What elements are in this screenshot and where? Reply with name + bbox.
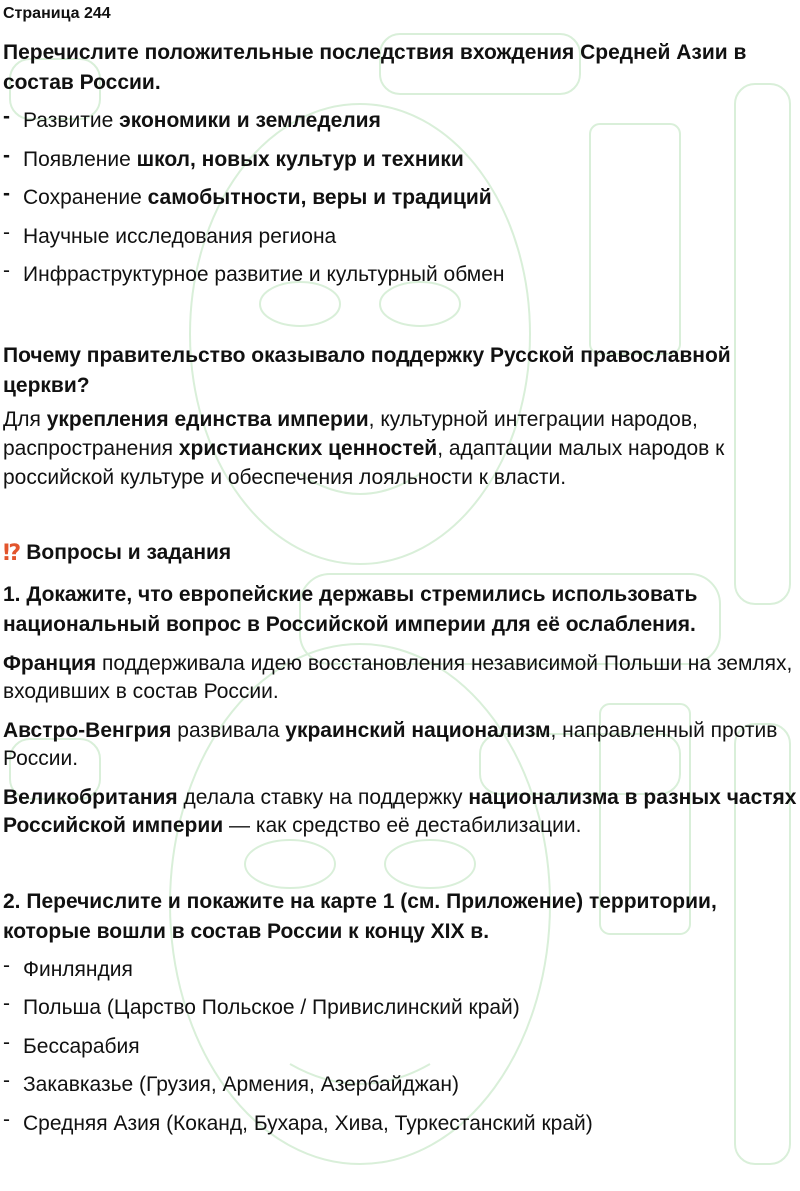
dash-icon: - xyxy=(3,1107,10,1131)
dash-icon: - xyxy=(3,182,10,205)
section-title: ⁉ Вопросы и задания xyxy=(3,538,800,568)
exclamation-question-icon: ⁉ xyxy=(3,539,19,565)
list-item: - Средняя Азия (Коканд, Бухара, Хива, Туркестанский край) xyxy=(3,1105,800,1144)
central-asia-list xyxy=(3,102,800,295)
list-item: - Польша (Царство Польское / Привислинский край) xyxy=(3,989,800,1028)
list-item: - Бессарабия xyxy=(3,1028,800,1067)
page-label: Страница 244 xyxy=(3,5,111,22)
list-item: - Появление школ, новых культур и техники xyxy=(3,141,800,180)
task-1-answer-austria: Австро-Венгрия развивала украинский национализм, направленный против России. xyxy=(3,718,778,770)
dash-icon: - xyxy=(3,220,10,244)
list-item: - Научные исследования региона xyxy=(3,218,800,257)
dash-icon: - xyxy=(3,105,10,128)
question-heading-church: Почему правительство оказывало поддержку Русской православной церкви? xyxy=(3,343,731,397)
church-answer: Для укрепления единства империи, культурной интеграции народов, распространения христианских ценностей, адаптации малых народов к российской культуре и обеспечения лояльности к власти. xyxy=(3,407,725,489)
page-content xyxy=(0,4,800,1143)
list-item: - Развитие экономики и земледелия xyxy=(3,102,800,141)
task-1-heading: 1. Докажите, что европейские державы стремились использовать национальный вопрос в Российской империи для её ослабления. xyxy=(3,582,698,636)
list-item: - Финляндия xyxy=(3,951,800,990)
list-item: - Сохранение самобытности, веры и традиций xyxy=(3,179,800,218)
list-item: - Закавказье (Грузия, Армения, Азербайджан) xyxy=(3,1066,800,1105)
dash-icon: - xyxy=(3,143,10,167)
task-1-answer-france: Франция поддерживала идею восстановления независимой Польши на землях, входивших в состав России. xyxy=(3,651,793,703)
territories-list xyxy=(3,951,800,1144)
dash-icon: - xyxy=(3,1069,10,1092)
question-heading-central-asia: Перечислите положительные последствия вхождения Средней Азии в состав России. xyxy=(3,41,747,94)
task-2-heading: 2. Перечислите и покажите на карте 1 (см. Приложение) территории, которые вошли в состав России к концу XIX в. xyxy=(3,889,717,943)
task-1-answer-britain: Великобритания делала ставку на поддержку национализма в разных частях Российской империи — как средство её дестабилизации. xyxy=(3,785,797,837)
list-item: - Инфраструктурное развитие и культурный обмен xyxy=(3,256,800,295)
dash-icon: - xyxy=(3,259,10,282)
dash-icon: - xyxy=(3,992,10,1015)
dash-icon: - xyxy=(3,953,10,977)
dash-icon: - xyxy=(3,1030,10,1054)
